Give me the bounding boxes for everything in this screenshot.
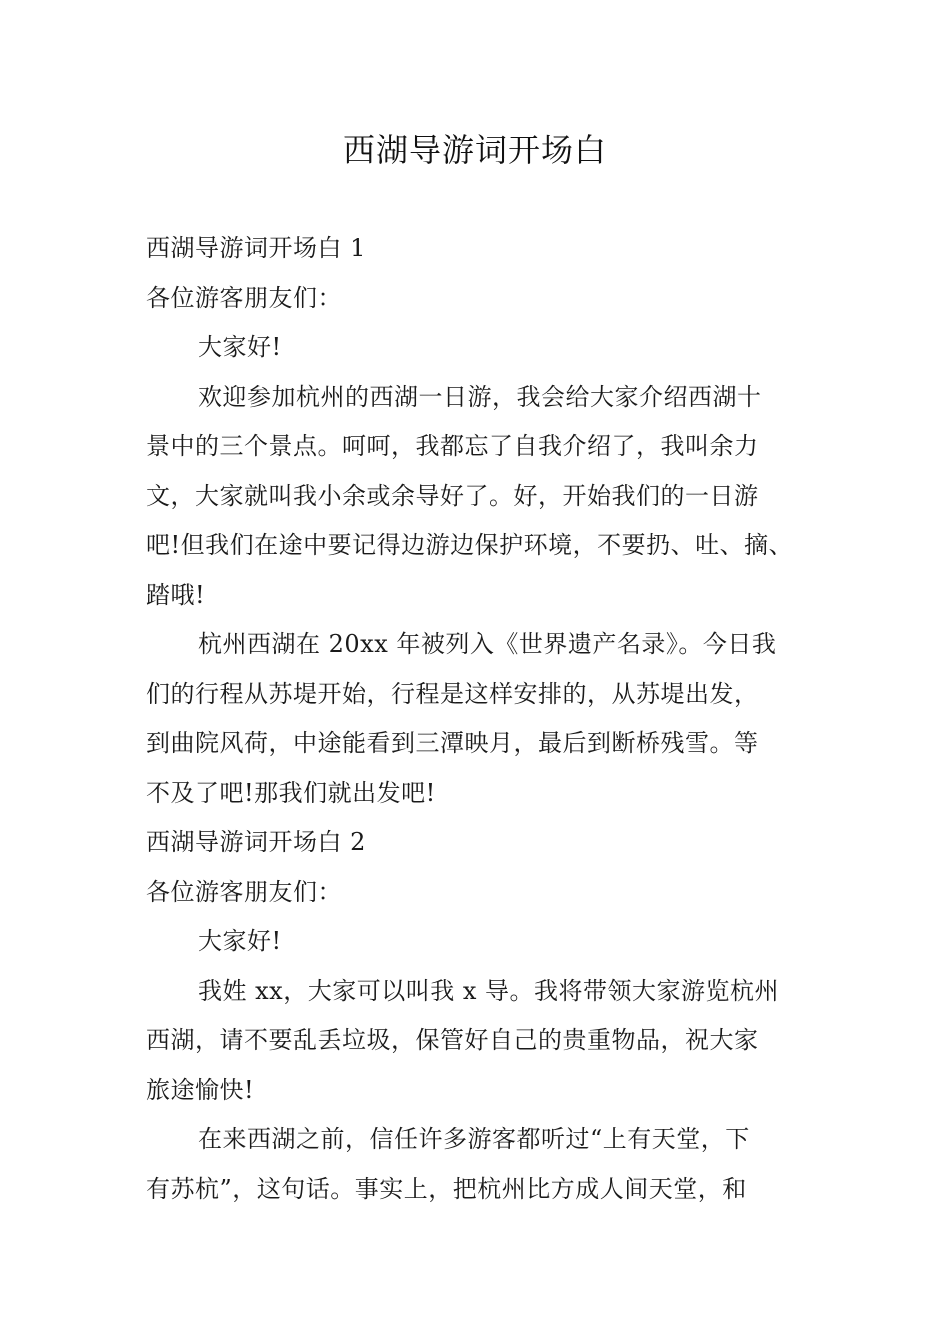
text-line: 吧!但我们在途中要记得边游边保护环境，不要扔、吐、摘、: [146, 531, 794, 559]
text-line: 大家好!: [198, 333, 282, 361]
text-line: 我姓 xx，大家可以叫我 x 导。我将带领大家游览杭州: [198, 976, 779, 1005]
text-line: 西湖，请不要乱丢垃圾，保管好自己的贵重物品，祝大家: [146, 1026, 759, 1054]
text-line: 们的行程从苏堤开始，行程是这样安排的，从苏堤出发，: [146, 679, 759, 708]
text-line: 旅途愉快!: [146, 1075, 255, 1104]
text-line: 不及了吧!那我们就出发吧!: [146, 778, 436, 807]
text-line: 在来西湖之前，信任许多游客都听过“上有天堂，下: [198, 1125, 750, 1153]
document-title: 西湖导游词开场白: [342, 131, 607, 169]
text-line: 杭州西湖在 20xx 年被列入《世界遗产名录》。今日我: [198, 630, 777, 658]
heading-1: 西湖导游词开场白 1: [146, 234, 366, 262]
text-line: 文，大家就叫我小余或余导好了。好，开始我们的一日游: [146, 481, 759, 510]
text-line: 到曲院风荷，中途能看到三潭映月，最后到断桥残雪。等: [146, 729, 759, 757]
heading-2: 西湖导游词开场白 2: [146, 828, 366, 856]
text-line: 欢迎参加杭州的西湖一日游，我会给大家介绍西湖十: [198, 382, 762, 411]
text-line: 大家好!: [198, 927, 282, 955]
text-line: 景中的三个景点。呵呵，我都忘了自我介绍了，我叫余力: [146, 432, 759, 460]
greeting-line: 各位游客朋友们：: [146, 283, 342, 312]
text-line: 有苏杭”，这句话。事实上，把杭州比方成人间天堂，和: [146, 1174, 747, 1203]
greeting-line: 各位游客朋友们：: [146, 877, 342, 906]
text-line: 踏哦!: [146, 580, 206, 609]
document-body: [146, 224, 826, 1214]
